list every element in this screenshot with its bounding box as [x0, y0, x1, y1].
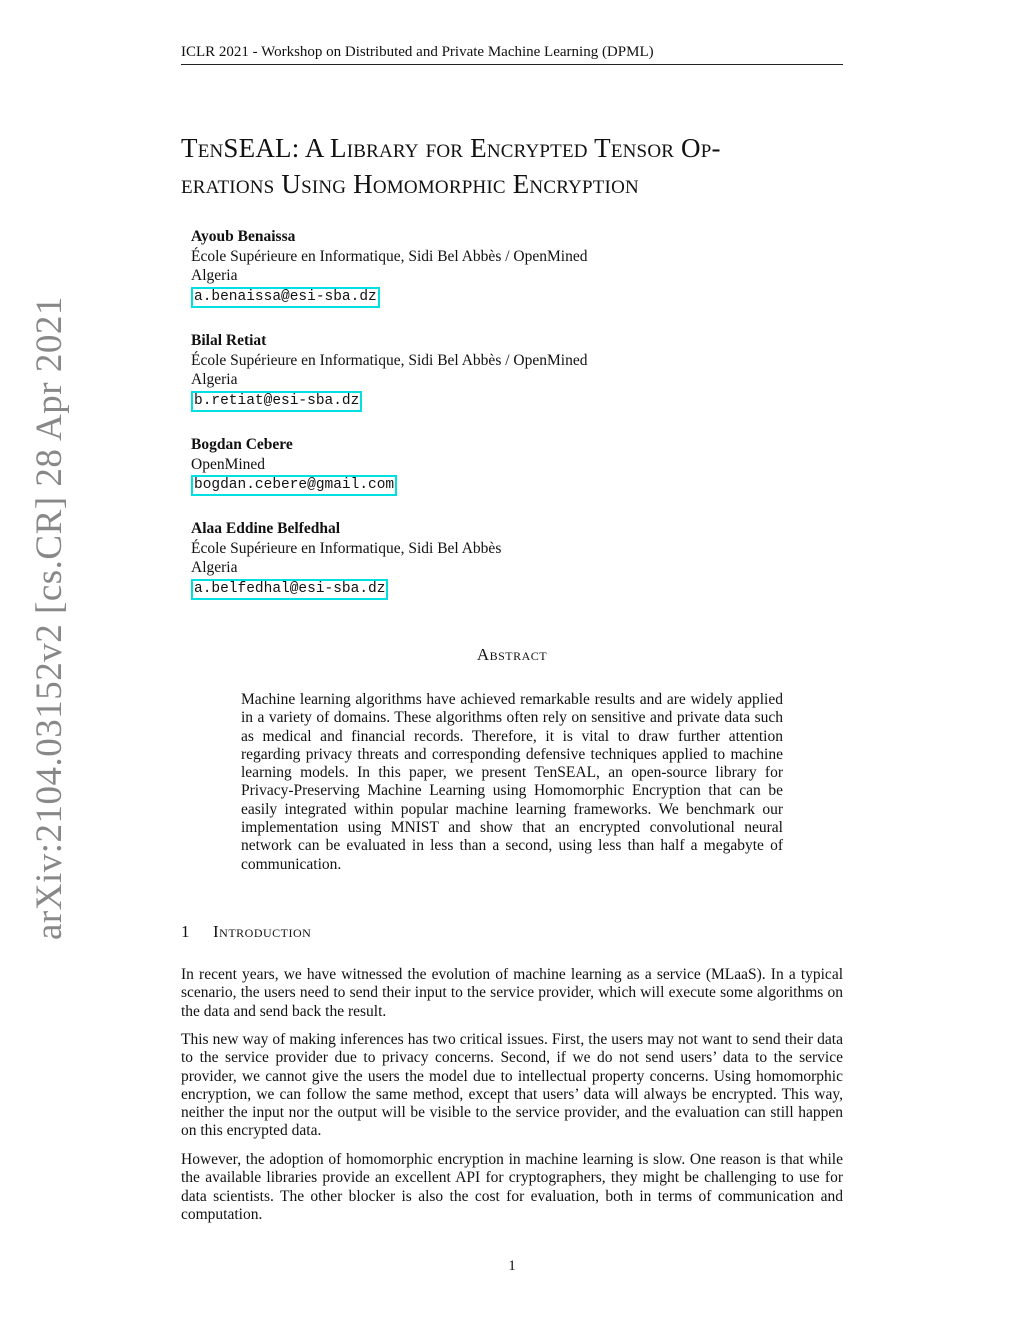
paragraph: However, the adoption of homomorphic encryption in machine learning is slow. One reason is that while the available libraries provide an excellent API for cryptographers, they might be challenging to use for data scientists. The other blocker is also the cost for evaluation, both in terms of communication and computation. [181, 1151, 843, 1223]
running-header: ICLR 2021 - Workshop on Distributed and Private Machine Learning (DPML) [181, 44, 843, 65]
title-line-1: TenSEAL: A Library for Encrypted Tensor Op- [181, 133, 721, 163]
author-name: Alaa Eddine Belfedhal [191, 520, 340, 537]
author-affiliation: École Supérieure en Informatique, Sidi Bel Abbès / OpenMined [191, 247, 588, 265]
section-heading [181, 922, 311, 942]
author-name: Bilal Retiat [191, 332, 267, 349]
author-affiliation: École Supérieure en Informatique, Sidi Bel Abbès / OpenMined [191, 351, 588, 369]
author-email-link[interactable]: a.belfedhal@esi-sba.dz [191, 579, 388, 600]
author-block [191, 331, 587, 412]
abstract-text: Machine learning algorithms have achieved remarkable results and are widely applied in a variety of domains. These algorithms often rely on sensitive and private data such as medical and financial records. Therefore, it is vital to draw further attention regarding privacy threats and corresponding defensive techniques applied to machine learning models. In this paper, we present TenSEAL, an open-source library for Privacy-Preserving Machine Learning using Homomorphic Encryption that can be easily integrated within popular machine learning frameworks. We benchmark our implementation using MNIST and show that an encrypted convolutional neural network can be evaluated in less than a second, using less than half a megabyte of communication. [241, 691, 783, 873]
author-name: Ayoub Benaissa [191, 228, 296, 245]
title-line-2: erations Using Homomorphic Encryption [181, 169, 639, 199]
arxiv-stamp: arXiv:2104.03152v2 [cs.CR] 28 Apr 2021 [29, 296, 70, 940]
section-title: Introduction [213, 922, 312, 941]
author-block [191, 227, 587, 308]
paragraph: In recent years, we have witnessed the evolution of machine learning as a service (MLaaS). In a typical scenario, the users need to send their input to the service provider, which will execute some algorithms on the data and send back the result. [181, 966, 843, 1020]
page-number: 1 [508, 1258, 516, 1274]
author-country: Algeria [191, 267, 238, 284]
author-affiliation: École Supérieure en Informatique, Sidi Bel Abbès [191, 539, 502, 557]
author-email-link[interactable]: a.benaissa@esi-sba.dz [191, 287, 380, 308]
author-email-link[interactable]: b.retiat@esi-sba.dz [191, 391, 362, 412]
author-country: Algeria [191, 371, 238, 388]
author-email-link[interactable]: bogdan.cebere@gmail.com [191, 475, 397, 496]
abstract-heading: Abstract [476, 645, 548, 664]
author-name: Bogdan Cebere [191, 436, 293, 453]
paper-title [181, 130, 861, 202]
author-block [191, 435, 397, 496]
author-country: Algeria [191, 559, 238, 576]
author-block [191, 519, 501, 600]
paragraph: This new way of making inferences has two critical issues. First, the users may not want to send their data to the service provider due to privacy concerns. Second, if we do not send users’ data to the service provider, we cannot give the users the model due to intellectual property concerns. Using homomorphic encryption, we can follow the same method, except that users’ data will always be encrypted. This way, neither the input nor the output will be visible to the service provider, and the evaluation can still happen on this encrypted data. [181, 1031, 843, 1140]
author-affiliation: OpenMined [191, 455, 266, 473]
section-number: 1 [181, 922, 190, 941]
